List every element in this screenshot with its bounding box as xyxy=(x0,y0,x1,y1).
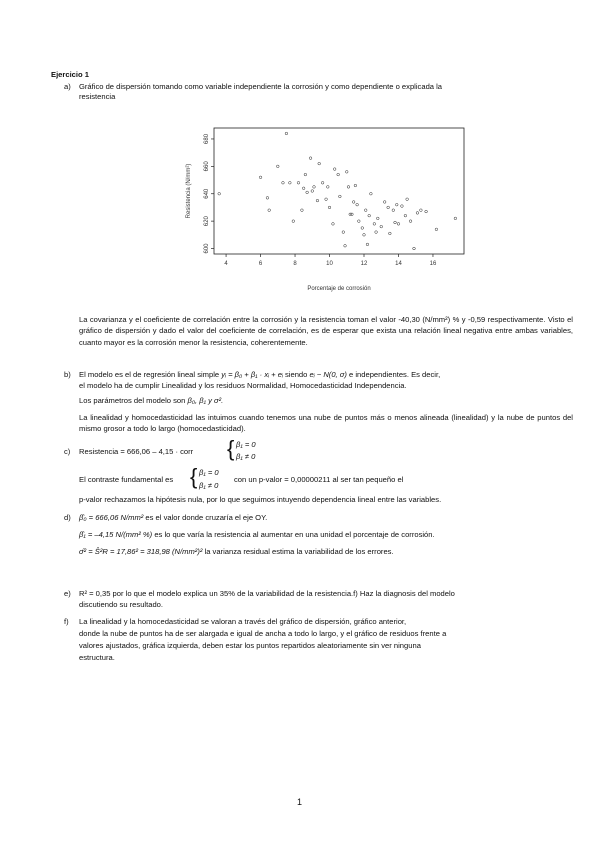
x-tick-label: 8 xyxy=(293,261,297,267)
scatter-point xyxy=(282,181,285,184)
error-distribution: eᵢ ~ N(0, σ) xyxy=(309,370,347,379)
x-tick-label: 16 xyxy=(429,261,437,267)
scatter-point xyxy=(387,206,390,209)
scatter-point xyxy=(345,171,348,174)
part-b-label: b) xyxy=(64,370,71,379)
part-e-line2: discutiendo su resultado. xyxy=(79,600,164,609)
y-tick-label: 640 xyxy=(204,188,210,199)
scatter-point xyxy=(316,199,319,202)
scatter-point xyxy=(413,247,416,250)
part-b-line3: Los parámetros del modelo son β₀, β₁ y σ². xyxy=(79,396,224,405)
scatter-point xyxy=(301,209,304,212)
part-b-line2: el modelo ha de cumplir Linealidad y los residuos Normalidad, Homocedasticidad Independencia. xyxy=(79,381,407,390)
scatter-point xyxy=(344,244,347,247)
scatter-point xyxy=(328,206,331,209)
scatter-point xyxy=(376,217,379,220)
x-tick-label: 12 xyxy=(360,261,368,267)
part-f-line3: valores ajustados, gráfica izquierda, deben estar los puntos repartidos aleatoriamente sin ver ninguna xyxy=(79,641,421,650)
scatter-point xyxy=(266,197,269,200)
part-f-line1: La linealidad y la homocedasticidad se valoran a través del gráfico de dispersión, gráfico anterior, xyxy=(79,617,407,626)
part-e-line1: R² = 0,35 por lo que el modelo explica un 35% de la variabilidad de la resistencia.f) Haz la diagnosis del modelo xyxy=(79,589,455,598)
scatter-point xyxy=(383,201,386,204)
scatter-point xyxy=(420,209,423,212)
scatter-point xyxy=(409,220,412,223)
scatter-point xyxy=(397,223,400,226)
scatter-point xyxy=(289,181,292,184)
part-d-label: d) xyxy=(64,513,71,522)
y-tick-label: 620 xyxy=(204,216,210,227)
data-points xyxy=(218,132,457,250)
scatter-point xyxy=(404,214,407,217)
scatter-point xyxy=(416,212,419,215)
y-tick-label: 600 xyxy=(204,243,210,254)
y-axis xyxy=(204,133,214,253)
scatter-point xyxy=(285,132,288,135)
scatter-point xyxy=(395,203,398,206)
scatter-point xyxy=(363,234,366,237)
alt-hypothesis: β₁ ≠ 0 xyxy=(199,481,219,490)
scatter-point xyxy=(332,223,335,226)
part-a-line2: resistencia xyxy=(79,92,116,101)
scatter-point xyxy=(313,186,316,189)
beta1-line: β̂₁ = –4,15 N/(mm² %) es lo que varía la resistencia al aumentar en una unidad el porcentaje de corrosión. xyxy=(79,530,435,539)
x-axis xyxy=(224,254,437,267)
scatter-point xyxy=(268,209,271,212)
model-equation: yᵢ = β₀ + β₁ · xᵢ + eᵢ xyxy=(221,370,283,379)
scatter-point xyxy=(352,201,355,204)
plot-frame xyxy=(214,128,464,254)
scatter-point xyxy=(302,187,305,190)
part-f-label: f) xyxy=(64,617,69,626)
x-tick-label: 4 xyxy=(224,261,228,267)
y-tick-label: 660 xyxy=(204,161,210,172)
scatter-point xyxy=(342,231,345,234)
part-a-label: a) xyxy=(64,82,71,91)
page-number: 1 xyxy=(297,797,303,807)
scatter-point xyxy=(373,223,376,226)
scatter-point xyxy=(394,221,397,224)
scatter-point xyxy=(311,190,314,193)
scatter-point xyxy=(425,210,428,213)
p-value-text: con un p-valor = 0,00000211 al ser tan pequeño el xyxy=(234,475,404,484)
scatter-point xyxy=(354,184,357,187)
scatter-point xyxy=(304,173,307,176)
scatter-point xyxy=(309,157,312,160)
scatter-point xyxy=(339,195,342,198)
scatter-point xyxy=(364,209,367,212)
null-hypothesis-top: β₁ = 0 xyxy=(236,440,256,449)
alt-hypothesis-top: β₁ ≠ 0 xyxy=(236,452,256,461)
scatter-point xyxy=(337,173,340,176)
scatter-point xyxy=(392,209,395,212)
part-e-label: e) xyxy=(64,589,71,598)
scatter-point xyxy=(318,162,321,165)
contrast-text: El contraste fundamental es xyxy=(79,475,174,484)
y-axis-label: Resistencia (N/mm²) xyxy=(186,163,192,219)
scatter-point xyxy=(306,191,309,194)
model-parameters: β₀, β₁ y σ². xyxy=(187,396,224,405)
scatter-point xyxy=(321,181,324,184)
scatter-point xyxy=(435,228,438,231)
x-tick-label: 6 xyxy=(258,261,263,267)
part-c-label: c) xyxy=(64,447,71,456)
part-f-line4: estructura. xyxy=(79,653,115,662)
scatter-point xyxy=(356,203,359,206)
part-a-paragraph: La covarianza y el coeficiente de correlación entre la corrosión y la resistencia toman el valor -40,30 (N/mm²) % y -0,59 respectivamente. Visto el gráfico de dispersión y dado el valor del coeficiente de correlación, es de esperar que exista una relación lineal negativa entre ambas variables, cuanto mayor es la corrosión menor la resistencia, coherentemente. xyxy=(79,315,573,347)
scatter-point xyxy=(297,181,300,184)
scatter-point xyxy=(349,213,352,216)
scatter-point xyxy=(370,192,373,195)
hypothesis-brace: { xyxy=(190,464,198,489)
scatter-point xyxy=(292,220,295,223)
scatter-point xyxy=(347,186,350,189)
part-b-paragraph: La linealidad y homocedasticidad las intuimos cuando tenemos una nube de puntos más o menos alineada (linealidad) y la nube de puntos del mismo grosor a todo lo largo (homocedasticidad). xyxy=(79,413,573,434)
scatter-point xyxy=(358,220,361,223)
scatter-point xyxy=(333,168,336,171)
scatter-point xyxy=(366,243,369,246)
scatter-point xyxy=(259,176,262,179)
beta0-line: β̂₀ = 666,06 N/mm² es el valor donde cruzaría el eje OY. xyxy=(79,513,268,522)
regression-equation: Resistencia = 666,06 – 4,15 · corr xyxy=(79,447,194,456)
y-tick-label: 680 xyxy=(204,133,210,144)
part-b-line1: El modelo es el de regresión lineal simple yᵢ = β₀ + β₁ · xᵢ + eᵢ siendo eᵢ ~ N(0, σ) e independientes. Es decir, xyxy=(79,370,441,379)
scatter-plot xyxy=(178,118,478,296)
x-tick-label: 14 xyxy=(395,261,402,267)
scatter-point xyxy=(325,198,328,201)
scatter-point xyxy=(380,225,383,228)
exercise-heading: Ejercicio 1 xyxy=(51,70,89,79)
hypothesis-brace-top: { xyxy=(227,436,235,461)
scatter-point xyxy=(389,232,392,235)
scatter-point xyxy=(375,231,378,234)
scatter-point xyxy=(218,192,221,195)
x-axis-label: Porcentaje de corrosión xyxy=(307,286,371,292)
scatter-point xyxy=(406,198,409,201)
scatter-point xyxy=(276,165,279,168)
scatter-point xyxy=(454,217,457,220)
part-f-line2: donde la nube de puntos ha de ser alargada e igual de ancha a todo lo largo, y el gráfico de residuos frente a xyxy=(79,629,447,638)
null-hypothesis: β₁ = 0 xyxy=(199,468,219,477)
scatter-point xyxy=(368,214,371,217)
scatter-point xyxy=(401,205,404,208)
scatter-point xyxy=(361,227,364,230)
sigma-line: σ̂² = Ŝ²R = 17,86² = 318,98 (N/mm²)² la varianza residual estima la variabilidad de los errores. xyxy=(79,547,394,556)
x-tick-label: 10 xyxy=(326,261,333,267)
part-a-line1: Gráfico de dispersión tomando como variable independiente la corrosión y como dependiente o explicada la xyxy=(79,82,443,91)
scatter-point xyxy=(326,186,329,189)
part-c-line2: p-valor rechazamos la hipótesis nula, por lo que seguimos intuyendo dependencia lineal entre las variables. xyxy=(79,495,442,504)
